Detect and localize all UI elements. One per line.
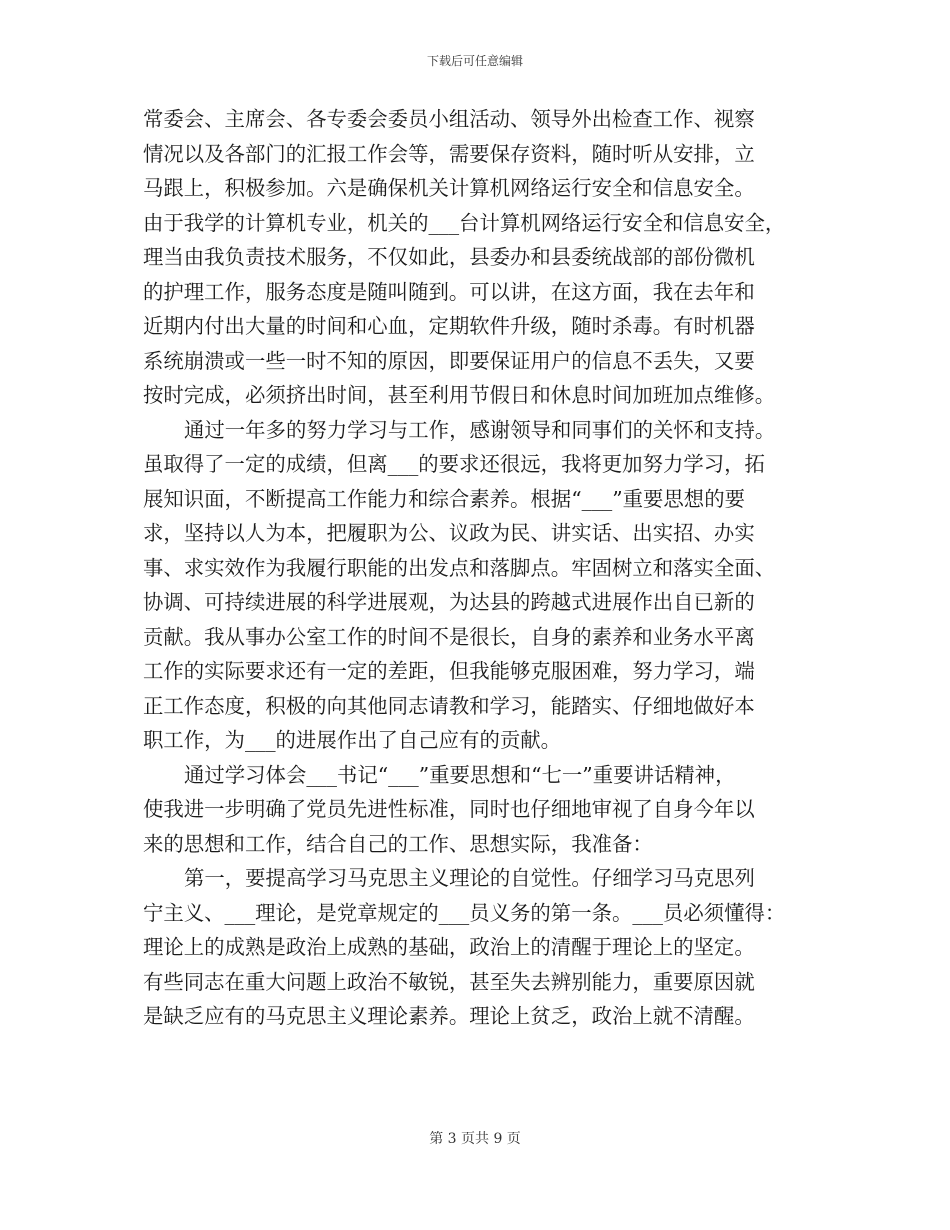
text-line: 职工作，为___的进展作出了自己应有的贡献。 [143, 728, 562, 752]
document-body [143, 102, 815, 1034]
text-line: 近期内付出大量的时间和心血，定期软件升级，随时杀毒。有时机器 [143, 314, 755, 338]
text-line: 贡献。我从事办公室工作的时间不是很长，自身的素养和业务水平离 [143, 624, 755, 649]
text-line: 求，坚持以人为本，把履职为公、议政为民、讲实话、出实招、办实 [143, 521, 755, 545]
text-line: 系统崩溃或一些一时不知的原因，即要保证用户的信息不丢失，又要 [143, 348, 755, 373]
text-line: 工作的实际要求还有一定的差距，但我能够克服困难，努力学习，端 [143, 659, 755, 683]
text-line: 协调、可持续进展的科学进展观，为达县的跨越式进展作出自已新的 [143, 590, 755, 614]
text-line: 宁主义、___理论，是党章规定的___员义务的第一条。___员必须懂得： [143, 900, 786, 925]
text-line: 理论上的成熟是政治上成熟的基础，政治上的清醒于理论上的坚定。 [143, 935, 755, 959]
text-line: 通过学习体会___书记“___”重要思想和“七一”重要讲话精神， [184, 762, 736, 787]
text-line: 由于我学的计算机专业，机关的___台计算机网络运行安全和信息安全， [143, 210, 786, 235]
page-number: 第 3 页共 9 页 [429, 1131, 521, 1147]
text-line: 展知识面，不断提高工作能力和综合素养。根据“___”重要思想的要 [143, 486, 745, 511]
text-line: 理当由我负责技术服务，不仅如此，县委办和县委统战部的部份微机 [143, 245, 755, 269]
text-line: 事、求实效作为我履行职能的出发点和落脚点。牢固树立和落实全面、 [143, 555, 776, 580]
text-line: 通过一年多的努力学习与工作，感谢领导和同事们的关怀和支持。 [184, 417, 776, 442]
text-line: 马跟上，积极参加。六是确保机关计算机网络运行安全和信息安全。 [143, 176, 755, 200]
text-line: 的护理工作，服务态度是随叫随到。可以讲，在这方面，我在去年和 [143, 279, 755, 304]
text-line: 按时完成，必须挤出时间，甚至利用节假日和休息时间加班加点维修。 [143, 383, 776, 407]
text-line: 来的思想和工作，结合自己的工作、思想实际，我准备： [143, 831, 653, 856]
text-line: 情况以及各部门的汇报工作会等，需要保存资料，随时听从安排，立 [143, 141, 755, 166]
text-line: 第一，要提高学习马克思主义理论的自觉性。仔细学习马克思列 [184, 866, 755, 890]
text-line: 虽取得了一定的成绩，但离___的要求还很远，我将更加努力学习，拓 [143, 452, 765, 476]
text-line: 是缺乏应有的马克思主义理论素养。理论上贫乏，政治上就不清醒。 [143, 1004, 755, 1028]
text-line: 使我进一步明确了党员先进性标准，同时也仔细地审视了自身今年以 [143, 797, 755, 821]
text-line: 有些同志在重大问题上政治不敏锐，甚至失去辨别能力，重要原因就 [143, 969, 755, 994]
text-line: 常委会、主席会、各专委会委员小组活动、领导外出检查工作、视察 [143, 107, 755, 131]
page-header: 下载后可任意编辑 [426, 54, 523, 68]
text-line: 正工作态度，积极的向其他同志请教和学习，能踏实、仔细地做好本 [143, 693, 755, 718]
